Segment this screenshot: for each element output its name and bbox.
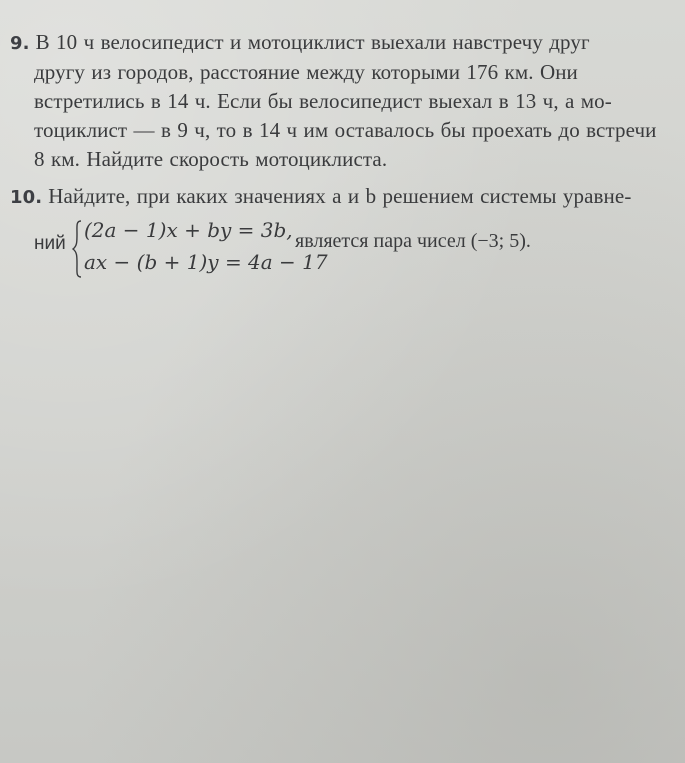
left-brace-icon — [72, 220, 82, 278]
problem-9-line-4: тоциклист — в 9 ч, то в 14 ч им оставалось бы проехать до встречи — [34, 118, 657, 142]
problem-9-line-3: встретились в 14 ч. Если бы велосипедист выехал в 13 ч, а мо- — [34, 89, 612, 113]
problem-10-number: 10. — [10, 187, 43, 208]
problem-9-line-1 — [10, 28, 650, 58]
problem-9-line-2: другу из городов, расстояние между которыми 176 км. Они — [34, 60, 578, 84]
problem-10-prefix: ний — [34, 233, 66, 254]
problem-9-number: 9. — [10, 33, 30, 54]
problem-9-line-5: 8 км. Найдите скорость мотоциклиста. — [34, 147, 388, 171]
problem-10-intro-line — [10, 182, 650, 212]
problem-10-intro-text: Найдите, при каких значениях a и b решением системы уравне- — [48, 184, 632, 208]
equation-2: ax − (b + 1)y = 4a − 17 — [84, 250, 328, 274]
equation-system-row — [10, 216, 650, 280]
problem-9-line-1-text: В 10 ч велосипедист и мотоциклист выехали навстречу друг — [35, 30, 590, 54]
equation-1: (2a − 1)x + by = 3b, — [84, 218, 293, 242]
problem-10 — [10, 182, 650, 280]
problem-10-suffix: является пара чисел (−3; 5). — [295, 230, 531, 252]
problem-9 — [10, 28, 657, 174]
